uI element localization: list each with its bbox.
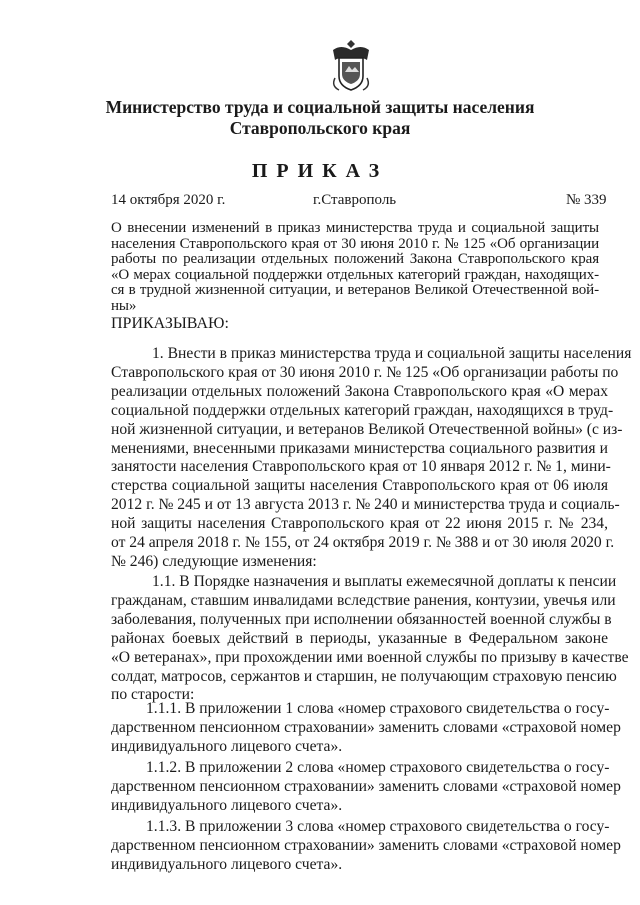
paragraph-line: дарственном пенсионном страховании» заменить словами «страховой номер xyxy=(111,836,621,854)
paragraph-line: занятости населения Ставропольского края от 10 января 2012 г. № 1, мини- xyxy=(111,458,611,476)
decree-word: ПРИКАЗЫВАЮ: xyxy=(111,315,229,332)
paragraph-line: менениями, внесенными приказами министерства социального развития и xyxy=(111,439,608,457)
subject-line: ся в трудной жизненной ситуации, и ветеранов Великой Отечественной вой- xyxy=(111,282,599,299)
paragraph-line: 1.1.3. В приложении 3 слова «номер страхового свидетельства о госу- xyxy=(146,818,610,835)
order-subject xyxy=(111,221,599,315)
paragraph-line: районах боевых действий в периоды, указанные в Федеральном законе xyxy=(111,629,608,647)
paragraph-line: 1.1.1. В приложении 1 слова «номер страхового свидетельства о госу- xyxy=(146,700,610,717)
paragraph-line: 1.1. В Порядке назначения и выплаты ежемесячной доплаты к пенсии xyxy=(152,573,617,590)
paragraph-line: гражданам, ставшим инвалидами вследствие ранения, контузии, увечья или xyxy=(111,591,616,609)
paragraph-line: индивидуального лицевого счета». xyxy=(111,737,343,755)
paragraph-line: индивидуального лицевого счета». xyxy=(111,796,343,814)
coat-of-arms-icon xyxy=(327,38,375,92)
subject-line: «О мерах социальной поддержки отдельных категорий граждан, находящих- xyxy=(111,266,599,283)
paragraph-line: 1.1.2. В приложении 2 слова «номер страхового свидетельства о госу- xyxy=(146,759,610,776)
subject-line: О внесении изменений в приказ министерства труда и социальной защиты xyxy=(111,220,599,236)
paragraph-line: солдат, матросов, сержантов и старшин, не получающим страховую пенсию xyxy=(111,667,617,685)
paragraph-1-1-3 xyxy=(111,818,621,875)
paragraph-line: от 24 апреля 2018 г. № 155, от 24 октября 2019 г. № 388 и от 30 июля 2020 г. xyxy=(111,534,615,552)
paragraph-1 xyxy=(111,345,632,572)
order-city: г.Ставрополь xyxy=(313,192,397,208)
paragraph-line: № 246) следующие изменения: xyxy=(111,552,317,570)
ministry-name-line2: Ставропольского края xyxy=(229,118,411,138)
paragraph-line: заболевания, полученных при исполнении обязанностей военной службы в xyxy=(111,610,612,628)
order-title: ПРИКАЗ xyxy=(251,160,389,182)
ministry-name xyxy=(0,97,640,139)
paragraph-line: дарственном пенсионном страховании» заменить словами «страховой номер xyxy=(111,777,621,795)
paragraph-line: Ставропольского края от 30 июня 2010 г. № 125 «Об организации работы по xyxy=(111,363,619,381)
paragraph-line: 1. Внести в приказ министерства труда и социальной защиты населения xyxy=(152,345,632,362)
ministry-name-line1: Министерство труда и социальной защиты населения xyxy=(105,97,535,117)
paragraph-line: ной защиты населения Ставропольского края от 22 июня 2015 г. № 234, xyxy=(111,515,608,533)
paragraph-line: стерства социальной защиты населения Ставропольского края от 06 июля xyxy=(111,477,608,495)
paragraph-1-1-2 xyxy=(111,759,621,816)
paragraph-line: социальной поддержки отдельных категорий граждан, находящихся в труд- xyxy=(111,401,614,419)
order-number: № 339 xyxy=(566,192,607,208)
paragraph-line: ной жизненной ситуации, и ветеранов Великой Отечественной войны» (с из- xyxy=(111,420,623,438)
paragraph-line: реализации отдельных положений Закона Ставропольского края «О мерах xyxy=(111,382,608,400)
subject-line: ны» xyxy=(111,297,137,314)
paragraph-line: дарственном пенсионном страховании» заменить словами «страховой номер xyxy=(111,718,621,736)
subject-line: населения Ставропольского края от 30 июня 2010 г. № 125 «Об организации xyxy=(111,235,599,252)
paragraph-line: «О ветеранах», при прохождении ими военной службы по призыву в качестве xyxy=(111,648,629,666)
paragraph-line: индивидуального лицевого счета». xyxy=(111,855,343,873)
paragraph-1-1 xyxy=(111,573,629,705)
subject-line: работы по реализации отдельных положений Закона Ставропольского края xyxy=(111,251,599,268)
paragraph-line: по старости: xyxy=(111,686,195,704)
paragraph-line: 2012 г. № 245 и от 13 августа 2013 г. № 240 и министерства труда и социаль- xyxy=(111,496,620,514)
paragraph-1-1-1 xyxy=(111,700,621,757)
order-date: 14 октября 2020 г. xyxy=(111,192,226,208)
